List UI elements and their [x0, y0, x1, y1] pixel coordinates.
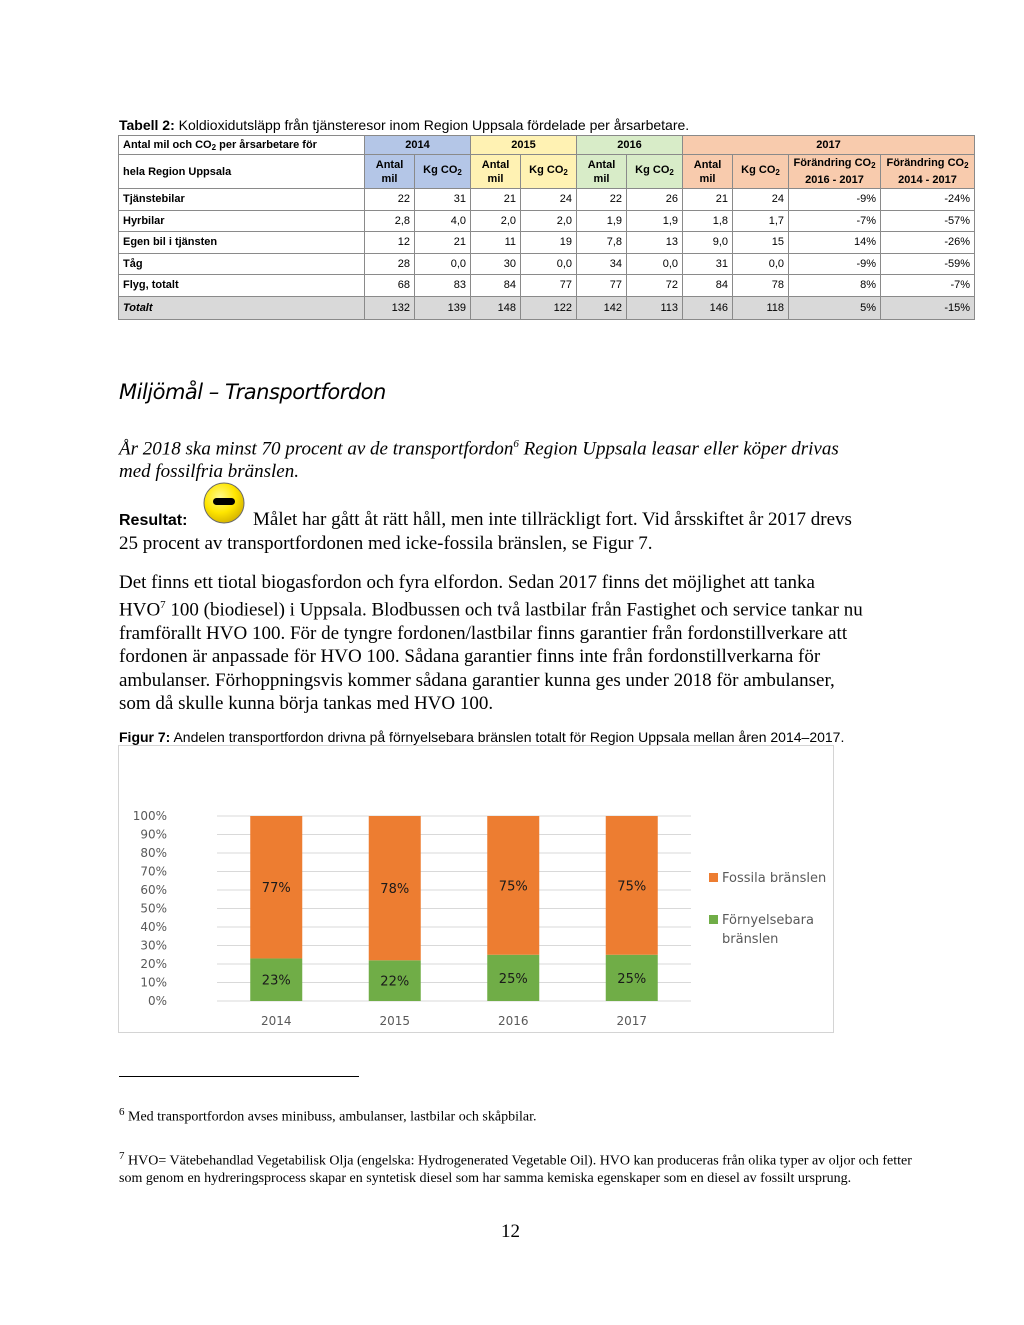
table-cell: 0,0 — [521, 253, 577, 275]
table-cell: 14% — [789, 232, 881, 254]
y-tick-label: 10% — [140, 975, 167, 990]
table-cell: 31 — [415, 189, 471, 211]
legend-swatch-renewable — [709, 915, 718, 924]
result-text-continued: 25 procent av transportfordonen med icke-fossila bränslen, se Figur 7. — [119, 533, 653, 554]
legend-label-renewable: Förnyelsebara — [722, 913, 814, 928]
x-tick-label: 2014 — [260, 1014, 292, 1028]
table-row — [119, 210, 975, 232]
subheader-kg-co2: Kg $CO_2$ — [733, 155, 789, 189]
chart-container — [118, 745, 834, 1033]
result-text: Målet har gått åt rätt håll, men inte tillräckligt fort. Vid årsskiftet år 2017 drevs — [253, 509, 852, 530]
subheader-antal-mil: Antal mil — [683, 155, 733, 189]
table-total-row — [119, 296, 975, 319]
table-cell: 122 — [521, 296, 577, 319]
data-label-renewable: 23% — [261, 973, 291, 989]
table-cell: 30 — [471, 253, 521, 275]
table-caption — [119, 117, 689, 133]
figure-caption-text: Andelen transportfordon drivna på förnyelsebara bränslen totalt för Region Uppsala mellan åren 2014–2017. — [173, 729, 845, 745]
table-header-title-line2: hela Region Uppsala — [119, 155, 365, 189]
paragraph-line: Det finns ett tiotal biogasfordon och fyra elfordon. Sedan 2017 finns det möjlighet att tanka — [119, 572, 815, 593]
data-label-fossil: 78% — [380, 882, 410, 898]
x-tick-label: 2015 — [379, 1014, 411, 1028]
table-cell: 7,8 — [577, 232, 627, 254]
data-label-fossil: 77% — [261, 881, 291, 897]
table-cell: 2,8 — [365, 210, 415, 232]
table-cell: 5% — [789, 296, 881, 319]
table-cell: 1,9 — [577, 210, 627, 232]
table-cell: 12 — [365, 232, 415, 254]
page-number: 12 — [501, 1221, 520, 1242]
table-caption-text: Koldioxidutsläpp från tjänsteresor inom Region Uppsala fördelade per årsarbetare. — [178, 117, 690, 133]
data-label-fossil: 75% — [617, 879, 647, 895]
table-cell: 0,0 — [627, 253, 683, 275]
footnote-divider — [119, 1076, 359, 1077]
table-cell: 26 — [627, 189, 683, 211]
table-cell: 13 — [627, 232, 683, 254]
subheader-change-2016-2017: Förändring $CO_2$ 2016 - 2017 — [789, 155, 881, 189]
table-cell: 146 — [683, 296, 733, 319]
table-cell: 22 — [365, 189, 415, 211]
table-caption-label: Tabell 2: — [119, 117, 175, 133]
row-label-total: Totalt — [119, 296, 365, 319]
legend-swatch-fossil — [709, 873, 718, 882]
subheader-antal-mil: Antal mil — [471, 155, 521, 189]
table-cell: 15 — [733, 232, 789, 254]
x-tick-label: 2017 — [616, 1014, 648, 1028]
figure-caption-label: Figur 7: — [119, 729, 171, 745]
table-cell: -15% — [881, 296, 975, 319]
table-cell: 84 — [471, 275, 521, 297]
status-neutral-icon — [202, 481, 246, 525]
table-cell: 0,0 — [415, 253, 471, 275]
table-cell: 118 — [733, 296, 789, 319]
y-tick-label: 70% — [140, 864, 167, 879]
table-cell: -59% — [881, 253, 975, 275]
subheader-antal-mil: Antal mil — [577, 155, 627, 189]
goal-statement: År 2018 ska minst 70 procent av de transportfordon$^6$ Region Uppsala leasar eller köper drivas med fossilfria bränslen. — [119, 438, 839, 483]
table-cell: 9,0 — [683, 232, 733, 254]
table-cell: 22 — [577, 189, 627, 211]
paragraph-line: framförallt HVO 100. För de tyngre fordonen/lastbilar finns garantier från fordonstillverkare att — [119, 622, 848, 644]
table-row — [119, 189, 975, 211]
table-cell: 28 — [365, 253, 415, 275]
year-header-2017: 2017 — [683, 136, 975, 155]
row-label: Tjänstebilar — [119, 189, 365, 211]
footnote-ref-6[interactable]: 6 — [513, 438, 519, 450]
y-tick-label: 50% — [140, 901, 167, 916]
paragraph-line: som då skulle kunna börja tankas med HVO 100. — [119, 692, 494, 714]
table-cell: 11 — [471, 232, 521, 254]
data-label-renewable: 25% — [498, 971, 528, 987]
row-label: Hyrbilar — [119, 210, 365, 232]
table-cell: 72 — [627, 275, 683, 297]
y-tick-label: 30% — [140, 938, 167, 953]
legend-label-fossil: Fossila bränslen — [722, 871, 827, 886]
table-cell: 8% — [789, 275, 881, 297]
y-tick-label: 20% — [140, 957, 167, 971]
table-cell: -9% — [789, 189, 881, 211]
data-label-renewable: 25% — [617, 971, 647, 987]
table-cell: -9% — [789, 253, 881, 275]
y-tick-label: 100% — [132, 809, 167, 823]
table-cell: 139 — [415, 296, 471, 319]
subheader-change-2014-2017: Förändring $CO_2$ 2014 - 2017 — [881, 155, 975, 189]
year-header-2016: 2016 — [577, 136, 683, 155]
table-cell: -7% — [881, 275, 975, 297]
y-tick-label: 60% — [140, 883, 167, 897]
table-cell: 113 — [627, 296, 683, 319]
table-cell: 84 — [683, 275, 733, 297]
table-cell: 34 — [577, 253, 627, 275]
subheader-antal-mil: Antal mil — [365, 155, 415, 189]
footnote-ref-7[interactable]: 7 — [160, 599, 166, 612]
table-cell: 31 — [683, 253, 733, 275]
table-cell: -57% — [881, 210, 975, 232]
figure-caption — [119, 729, 844, 745]
table-cell: 24 — [521, 189, 577, 211]
table-cell: 1,8 — [683, 210, 733, 232]
emissions-table — [118, 135, 975, 320]
table-cell: 0,0 — [733, 253, 789, 275]
y-tick-label: 90% — [140, 827, 167, 842]
y-tick-label: 0% — [147, 994, 167, 1008]
table-cell: 77 — [521, 275, 577, 297]
table-cell: 148 — [471, 296, 521, 319]
body-paragraph — [119, 571, 919, 715]
table-cell: -24% — [881, 189, 975, 211]
legend-label-renewable-cont: bränslen — [722, 932, 779, 947]
year-header-2014: 2014 — [365, 136, 471, 155]
year-header-2015: 2015 — [471, 136, 577, 155]
table-cell: -26% — [881, 232, 975, 254]
row-label: Egen bil i tjänsten — [119, 232, 365, 254]
table-cell: 21 — [683, 189, 733, 211]
table-cell: 77 — [577, 275, 627, 297]
table-row — [119, 253, 975, 275]
section-heading: Miljömål – Transportfordon — [119, 380, 386, 404]
x-tick-label: 2016 — [497, 1014, 529, 1028]
table-cell: 78 — [733, 275, 789, 297]
result-label: Resultat: — [119, 512, 188, 529]
y-tick-label: 80% — [140, 846, 167, 860]
paragraph-line: fordonen är anpassade för HVO 100. Sådana garantier finns inte från fordonstillverkarna för — [119, 646, 821, 668]
table-cell: 1,7 — [733, 210, 789, 232]
paragraph-line: HVO$^7$ 100 (biodiesel) i Uppsala. Blodbussen och två lastbilar från Fastighet och service tankar nu — [119, 599, 863, 621]
table-cell: 132 — [365, 296, 415, 319]
data-label-renewable: 22% — [380, 974, 410, 990]
table-cell: 83 — [415, 275, 471, 297]
row-label: Tåg — [119, 253, 365, 275]
table-cell: 21 — [415, 232, 471, 254]
table-cell: 24 — [733, 189, 789, 211]
paragraph-line: ambulanser. Förhoppningsvis kommer sådana garantier kunna ges under 2018 för ambulanser, — [119, 669, 835, 691]
subheader-kg-co2: Kg $CO_2$ — [627, 155, 683, 189]
table-row — [119, 232, 975, 254]
data-label-fossil: 75% — [498, 879, 528, 895]
table-cell: 4,0 — [415, 210, 471, 232]
table-cell: 68 — [365, 275, 415, 297]
table-row — [119, 275, 975, 297]
y-tick-label: 40% — [140, 920, 167, 934]
row-label: Flyg, totalt — [119, 275, 365, 297]
subheader-kg-co2: Kg $CO_2$ — [415, 155, 471, 189]
footnote-7: $^7$ HVO= Vätebehandlad Vegetabilisk Olja (engelska: Hydrogenerated Vegetable Oil). HVO kan produceras från olika typer av oljor och fetter som genom en hydreringsprocess skapar en syntetisk diesel som har samma kemiska egenskaper som en diesel av fossilt ursprung. — [119, 1150, 912, 1186]
table-cell: 2,0 — [471, 210, 521, 232]
table-cell: -7% — [789, 210, 881, 232]
footnote-6: $^6$ Med transportfordon avses minibuss, ambulanser, lastbilar och skåpbilar. — [119, 1106, 537, 1125]
table-cell: 142 — [577, 296, 627, 319]
table-cell: 19 — [521, 232, 577, 254]
table-header-title-line1: Antal mil och $CO_2$ per årsarbetare för — [119, 136, 365, 155]
table-cell: 1,9 — [627, 210, 683, 232]
table-cell: 2,0 — [521, 210, 577, 232]
table-cell: 21 — [471, 189, 521, 211]
subheader-kg-co2: Kg $CO_2$ — [521, 155, 577, 189]
stacked-bar-chart — [119, 746, 833, 1032]
